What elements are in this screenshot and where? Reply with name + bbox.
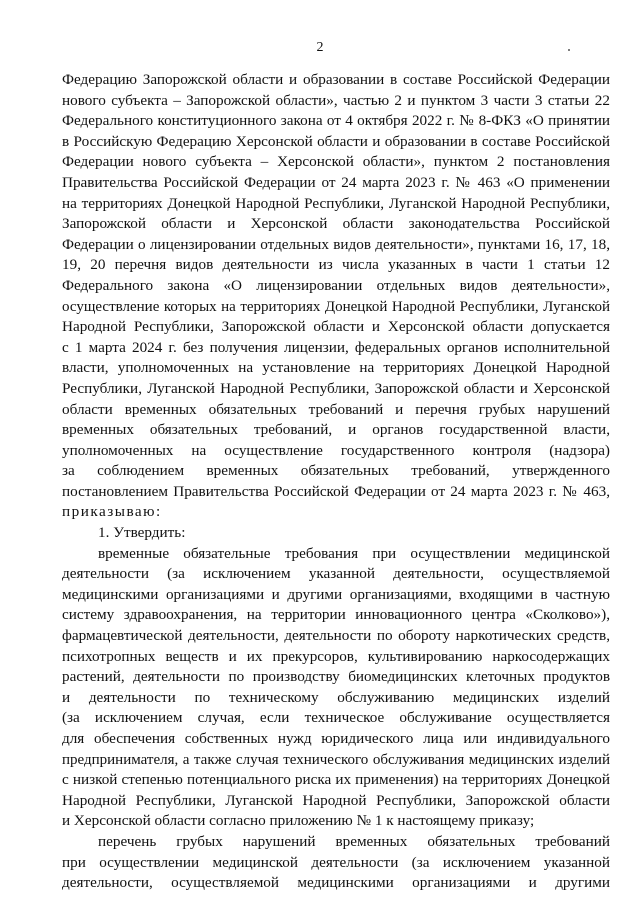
text-line: Народной Республики, Луганской Народной Республики, Запорожской области [62,791,610,809]
text-line: Федерации о лицензировании отдельных видов деятельности», пунктами 16, 17, 18, [62,235,610,253]
text-line: нового субъекта – Запорожской области», частью 2 и пунктом 3 части 3 статьи 22 [62,91,610,109]
text-line: Федерального конституционного закона от 4 октября 2022 г. № 8-ФКЗ «О принятии [62,112,610,130]
text-line: деятельности, осуществляемой медицинскими организациями и другими [62,874,610,892]
text-line: Запорожской области и Херсонской области законодательства Российской [62,215,610,233]
text-line: области временных обязательных требований и перечня грубых нарушений [62,400,610,418]
text-line: при осуществлении медицинской деятельности (за исключением указанной [62,853,610,871]
text-line: Федерального закона «О лицензировании отдельных видов деятельности», [62,276,610,294]
text-line: для обеспечения собственных нужд юридического лица или индивидуального [62,730,610,747]
text-line: постановлением Правительства Российской Федерации от 24 марта 2023 г. № 463, [62,482,610,500]
text-line: фармацевтической деятельности, деятельности по обороту наркотических средств, [62,627,610,645]
text-line: Правительства Российской Федерации от 24 марта 2023 г. № 463 «О применении [62,173,610,191]
text-line: уполномоченных на осуществление государственного контроля (надзора) [62,441,610,459]
text-line: Народной Республики, Запорожской области и Херсонской области допускается [62,318,610,336]
text-line: осуществление которых на территориях Донецкой Народной Республики, Луганской [62,298,610,315]
text-line: Республики, Луганской Народной Республики, Запорожской области и Херсонской [62,379,610,397]
text-line: власти, уполномоченных на установление на территориях Донецкой Народной [62,359,610,377]
document-body [62,70,610,894]
page-number: 2 [316,40,324,55]
text-line: временных обязательных требований, и органов государственной власти, [62,421,610,439]
text-line: 19, 20 перечня видов деятельности из числа указанных в части 1 статьи 12 [62,256,610,274]
text-line: перечень грубых нарушений временных обязательных требований [98,832,610,850]
text-line: временные обязательные требования при осуществлении медицинской [98,544,610,562]
text-line-order-word: приказываю: [62,503,162,521]
text-line: деятельности (за исключением указанной деятельности, осуществляемой [62,565,610,583]
text-line: и Херсонской области согласно приложению № 1 к настоящему приказу; [62,812,535,830]
text-line: Федерации нового субъекта – Херсонской области», пунктом 2 постановления [62,153,610,171]
text-line: в Российскую Федерацию Херсонской области и образовании в составе Российской [62,132,610,150]
text-line: и деятельности по техническому обслуживанию медицинских изделий [62,688,610,706]
text-line: психотропных веществ и их прекурсоров, культивированию наркосодержащих [62,647,610,665]
text-line: медицинскими организациями и другими организациями, входящими в частную [62,585,610,603]
text-line: (за исключением случая, если техническое обслуживание осуществляется [62,709,610,727]
text-line: за соблюдением временных обязательных требований, утвержденного [62,462,610,480]
text-line: Федерацию Запорожской области и образовании в составе Российской Федерации [62,71,610,88]
text-line-item-heading: 1. Утвердить: [98,524,186,542]
text-line: на территориях Донецкой Народной Республики, Луганской Народной Республики, [62,194,610,212]
text-line: с 1 марта 2024 г. без получения лицензии, федеральных органов исполнительной [62,338,610,356]
text-line: растений, деятельности по производству биомедицинских клеточных продуктов [62,668,610,686]
text-line: с низкой степенью потенциального риска их применения) на территориях Донецкой [62,771,610,789]
text-line: предпринимателя, а также случая технического обслуживания медицинских изделий [62,751,610,768]
text-line: систему здравоохранения, на территории инновационного центра «Сколково»), [62,606,610,624]
scan-speck [568,49,570,51]
